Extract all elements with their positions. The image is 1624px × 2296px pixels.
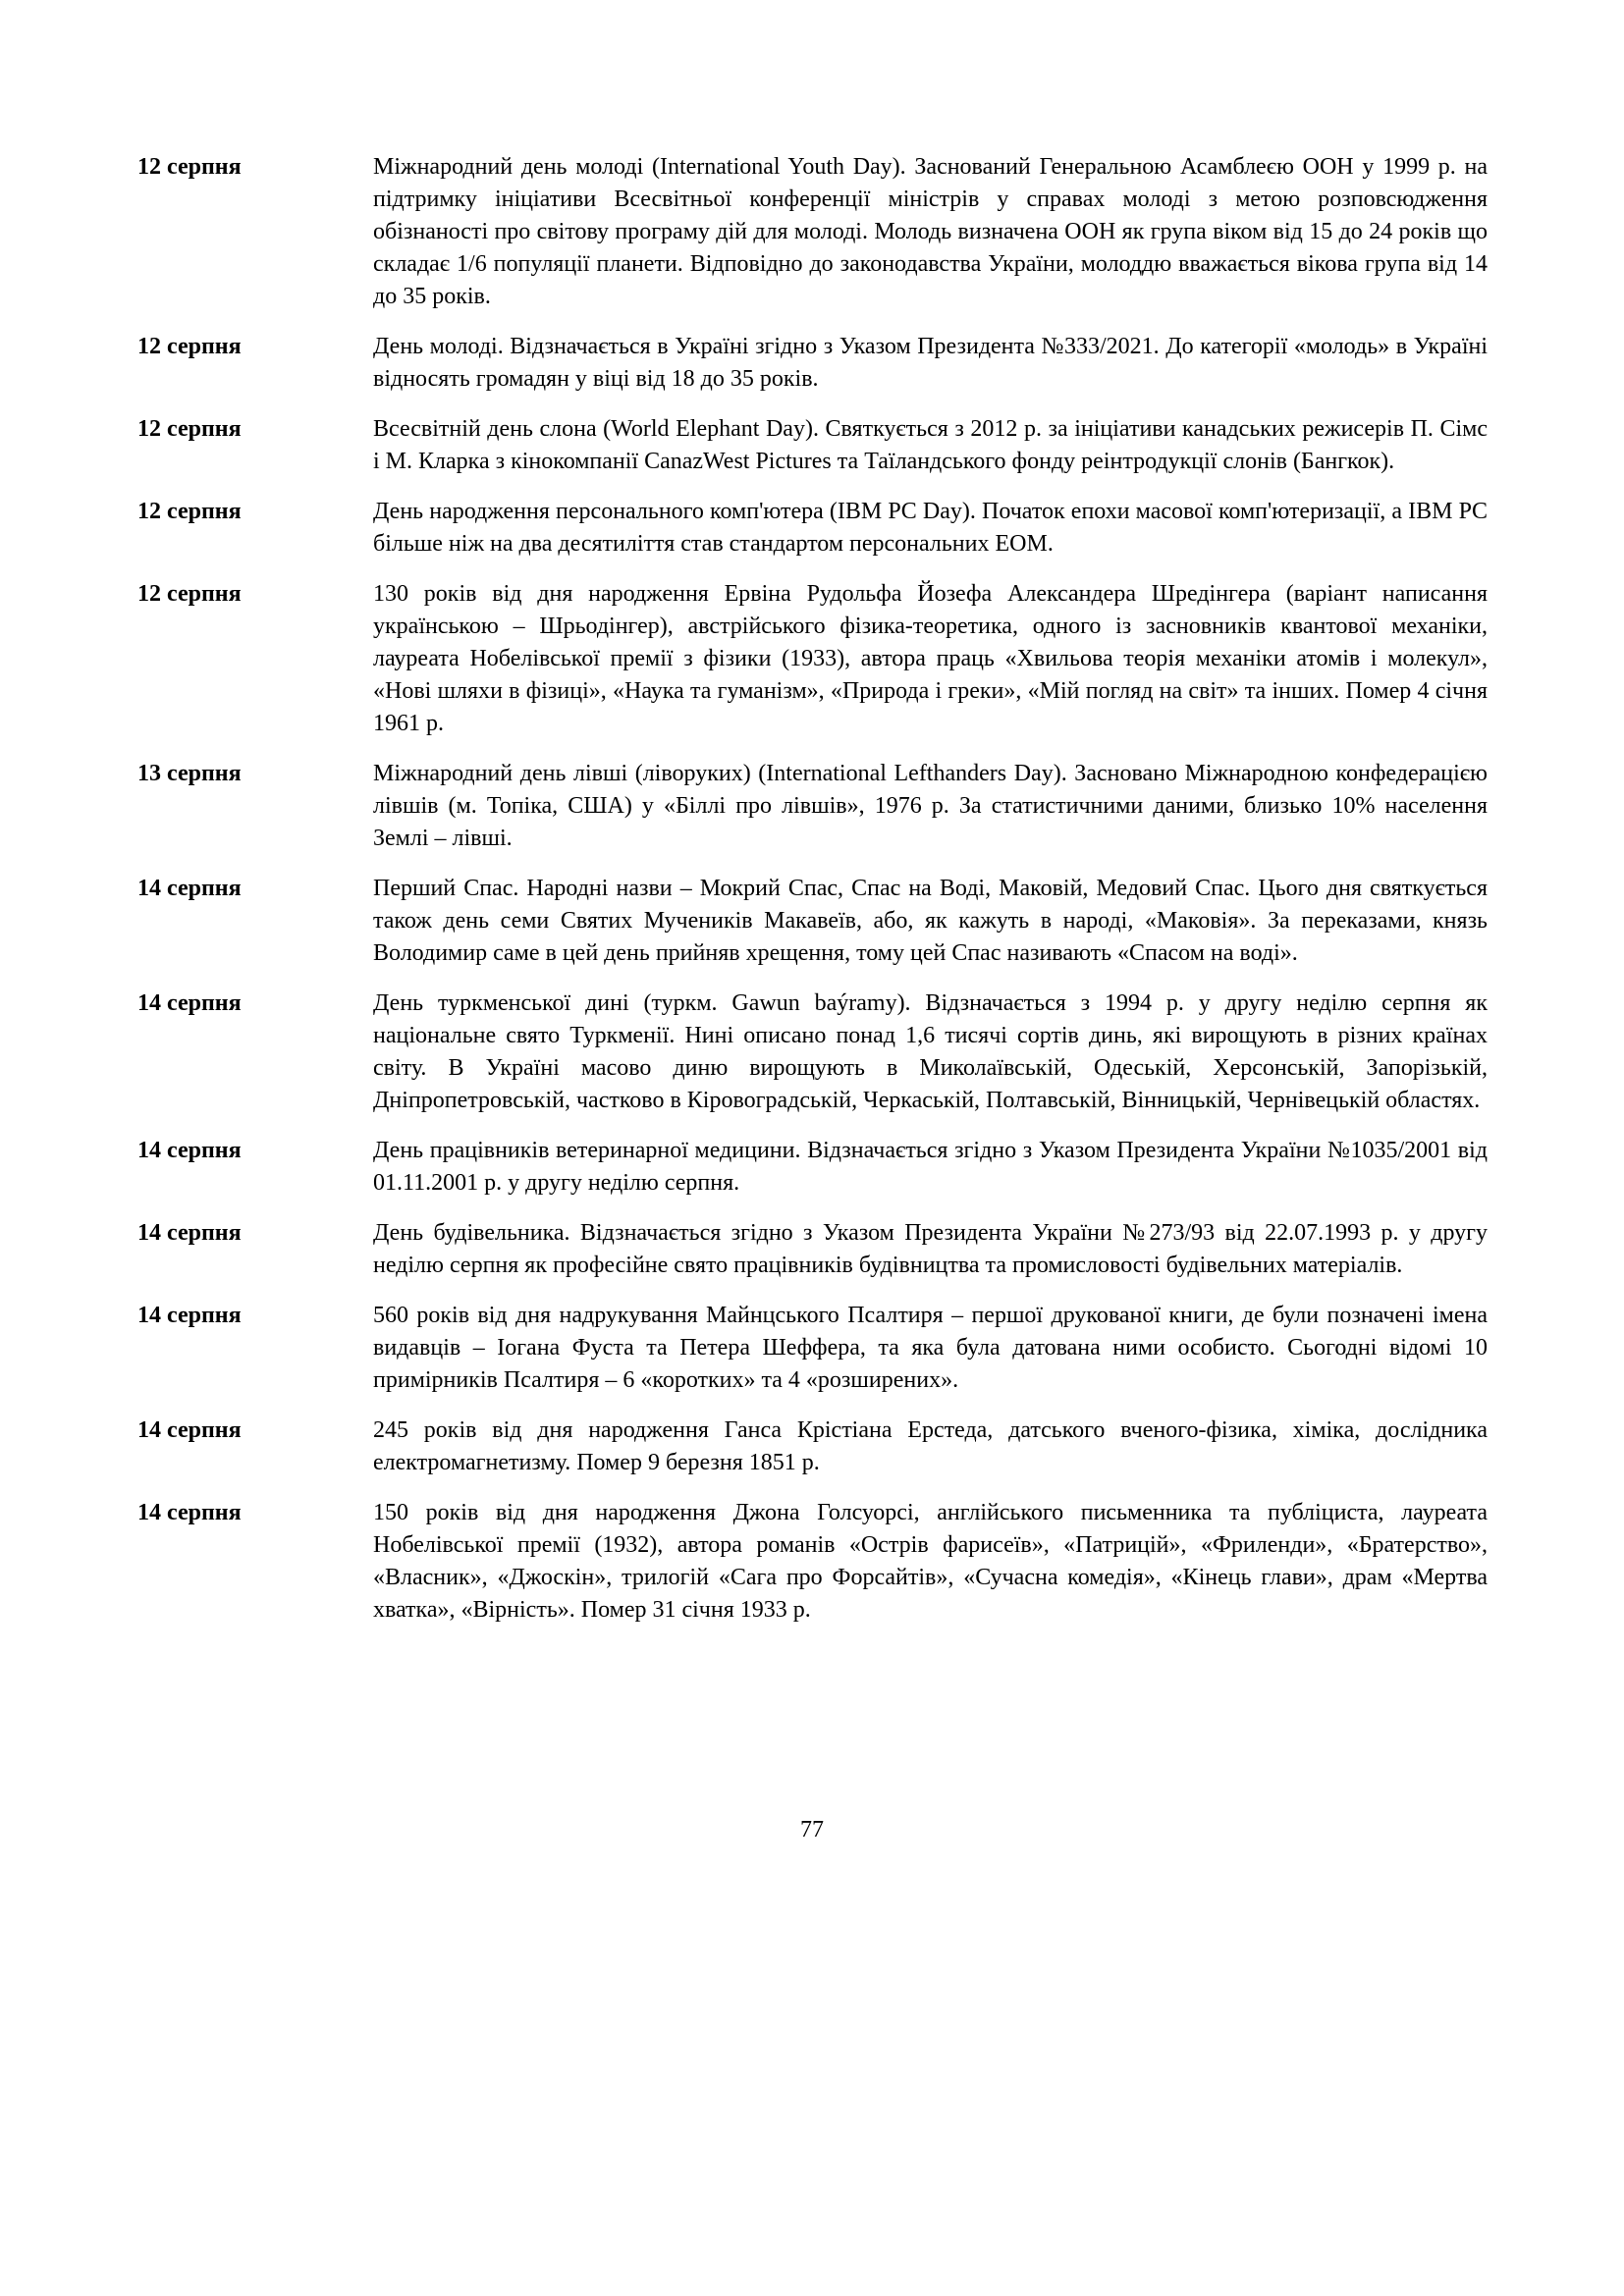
entry-description: 150 років від дня народження Джона Голсуорсі, англійського письменника та публіциста, лауреата Нобелівської премії (1932), автора романів «Острів фарисеїв», «Патрицій», «Фриленди», «Братерство», «Власник», «Джоскін», трилогій «Сага про Форсайтів», «Сучасна комедія», «Кінець глави», драм «Мертва хватка», «Вірність». Помер 31 січня 1933 р. [373, 1500, 1488, 1623]
calendar-entry [137, 1300, 1488, 1397]
entry-description: 245 років від дня народження Ганса Крістіана Ерстеда, датського вченого-фізика, хіміка, дослідника електромагнетизму. Помер 9 березня 1851 р. [373, 1417, 1488, 1475]
entry-date: 12 серпня [137, 334, 242, 359]
calendar-entry [137, 1415, 1488, 1479]
calendar-entry [137, 151, 1488, 313]
entry-description: День будівельника. Відзначається згідно з Указом Президента України №273/93 від 22.07.1993 р. у другу неділю серпня як професійне свято працівників будівництва та промисловості будівельних матеріалів. [373, 1220, 1488, 1278]
entry-description: Міжнародний день молоді (International Youth Day). Заснований Генеральною Асамблеєю ООН у 1999 р. на підтримку ініціативи Всесвітньої конференції міністрів у справах молоді з метою розповсюдження обізнаності про світову програму дій для молоді. Молодь визначена ООН як група віком від 15 до 24 років що складає 1/6 популяції планети. Відповідно до законодавства України, молоддю вважається вікова група від 14 до 35 років. [373, 154, 1488, 309]
entry-date: 12 серпня [137, 499, 242, 524]
entry-description: Всесвітній день слона (World Elephant Day). Святкується з 2012 р. за ініціативи канадських режисерів П. Сімс і М. Кларка з кінокомпанії CanazWest Pictures та Таїландського фонду реінтродукції слонів (Бангкок). [373, 416, 1488, 474]
entry-description: День молоді. Відзначається в Україні згідно з Указом Президента №333/2021. До категорії «молодь» в Україні відносять громадян у віці від 18 до 35 років. [373, 334, 1488, 392]
entry-date: 12 серпня [137, 581, 242, 607]
entry-description: День працівників ветеринарної медицини. Відзначається згідно з Указом Президента України №1035/2001 від 01.11.2001 р. у другу неділю серпня. [373, 1138, 1488, 1196]
calendar-entry [137, 1135, 1488, 1200]
calendar-entry [137, 331, 1488, 396]
entry-description: 130 років від дня народження Ервіна Рудольфа Йозефа Александера Шредінгера (варіант написання українською – Шрьодінгер), австрійського фізика-теоретика, одного із засновників квантової механіки, лауреата Нобелівської премії з фізики (1933), автора праць «Хвильова теорія механіки атомів і молекул», «Нові шляхи в фізиці», «Наука та гуманізм», «Природа і греки», «Мій погляд на світ» та інших. Помер 4 січня 1961 р. [373, 581, 1488, 736]
calendar-entry [137, 988, 1488, 1117]
calendar-entry [137, 1217, 1488, 1282]
entry-description: День народження персонального комп'ютера (IBM PC Day). Початок епохи масової комп'ютеризації, а IBM PC більше ніж на два десятиліття став стандартом персональних ЕОМ. [373, 499, 1488, 557]
page-number: 77 [800, 1817, 824, 1842]
calendar-entry [137, 413, 1488, 478]
entry-date: 14 серпня [137, 1500, 242, 1525]
entry-description: День туркменської дині (туркм. Gawun baýramy). Відзначається з 1994 р. у другу неділю серпня як національне свято Туркменії. Нині описано понад 1,6 тисячі сортів динь, які вирощують в різних країнах світу. В Україні масово диню вирощують в Миколаївській, Одеській, Херсонській, Запорізькій, Дніпропетровській, частково в Кіровоградській, Черкаській, Полтавській, Вінницькій, Чернівецькій областях. [373, 990, 1488, 1113]
entry-date: 14 серпня [137, 1220, 242, 1246]
calendar-entries [137, 151, 1488, 1644]
entry-date: 14 серпня [137, 1303, 242, 1328]
calendar-entry [137, 1497, 1488, 1627]
entry-date: 12 серпня [137, 154, 242, 180]
calendar-entry [137, 873, 1488, 970]
entry-description: 560 років від дня надрукування Майнцського Псалтиря – першої друкованої книги, де були позначені імена видавців – Іогана Фуста та Петера Шеффера, та яка була датована ними особисто. Сьогодні відомі 10 примірників Псалтиря – 6 «коротких» та 4 «розширених». [373, 1303, 1488, 1393]
entry-date: 14 серпня [137, 876, 242, 901]
entry-description: Міжнародний день лівші (ліворуких) (International Lefthanders Day). Засновано Міжнародною конфедерацією лівшів (м. Топіка, США) у «Біллі про лівшів», 1976 р. За статистичними даними, близько 10% населення Землі – лівші. [373, 761, 1488, 851]
calendar-entry [137, 758, 1488, 855]
entry-date: 14 серпня [137, 1417, 242, 1443]
entry-description: Перший Спас. Народні назви – Мокрий Спас, Спас на Воді, Маковій, Медовий Спас. Цього дня святкується також день семи Святих Мучеників Макавеїв, або, як кажуть в народі, «Маковія». За переказами, князь Володимир саме в цей день прийняв хрещення, тому цей Спас називають «Спасом на воді». [373, 876, 1488, 966]
entry-date: 14 серпня [137, 1138, 242, 1163]
entry-date: 12 серпня [137, 416, 242, 442]
entry-date: 13 серпня [137, 761, 242, 786]
entry-date: 14 серпня [137, 990, 242, 1016]
calendar-entry [137, 578, 1488, 740]
calendar-entry [137, 496, 1488, 561]
